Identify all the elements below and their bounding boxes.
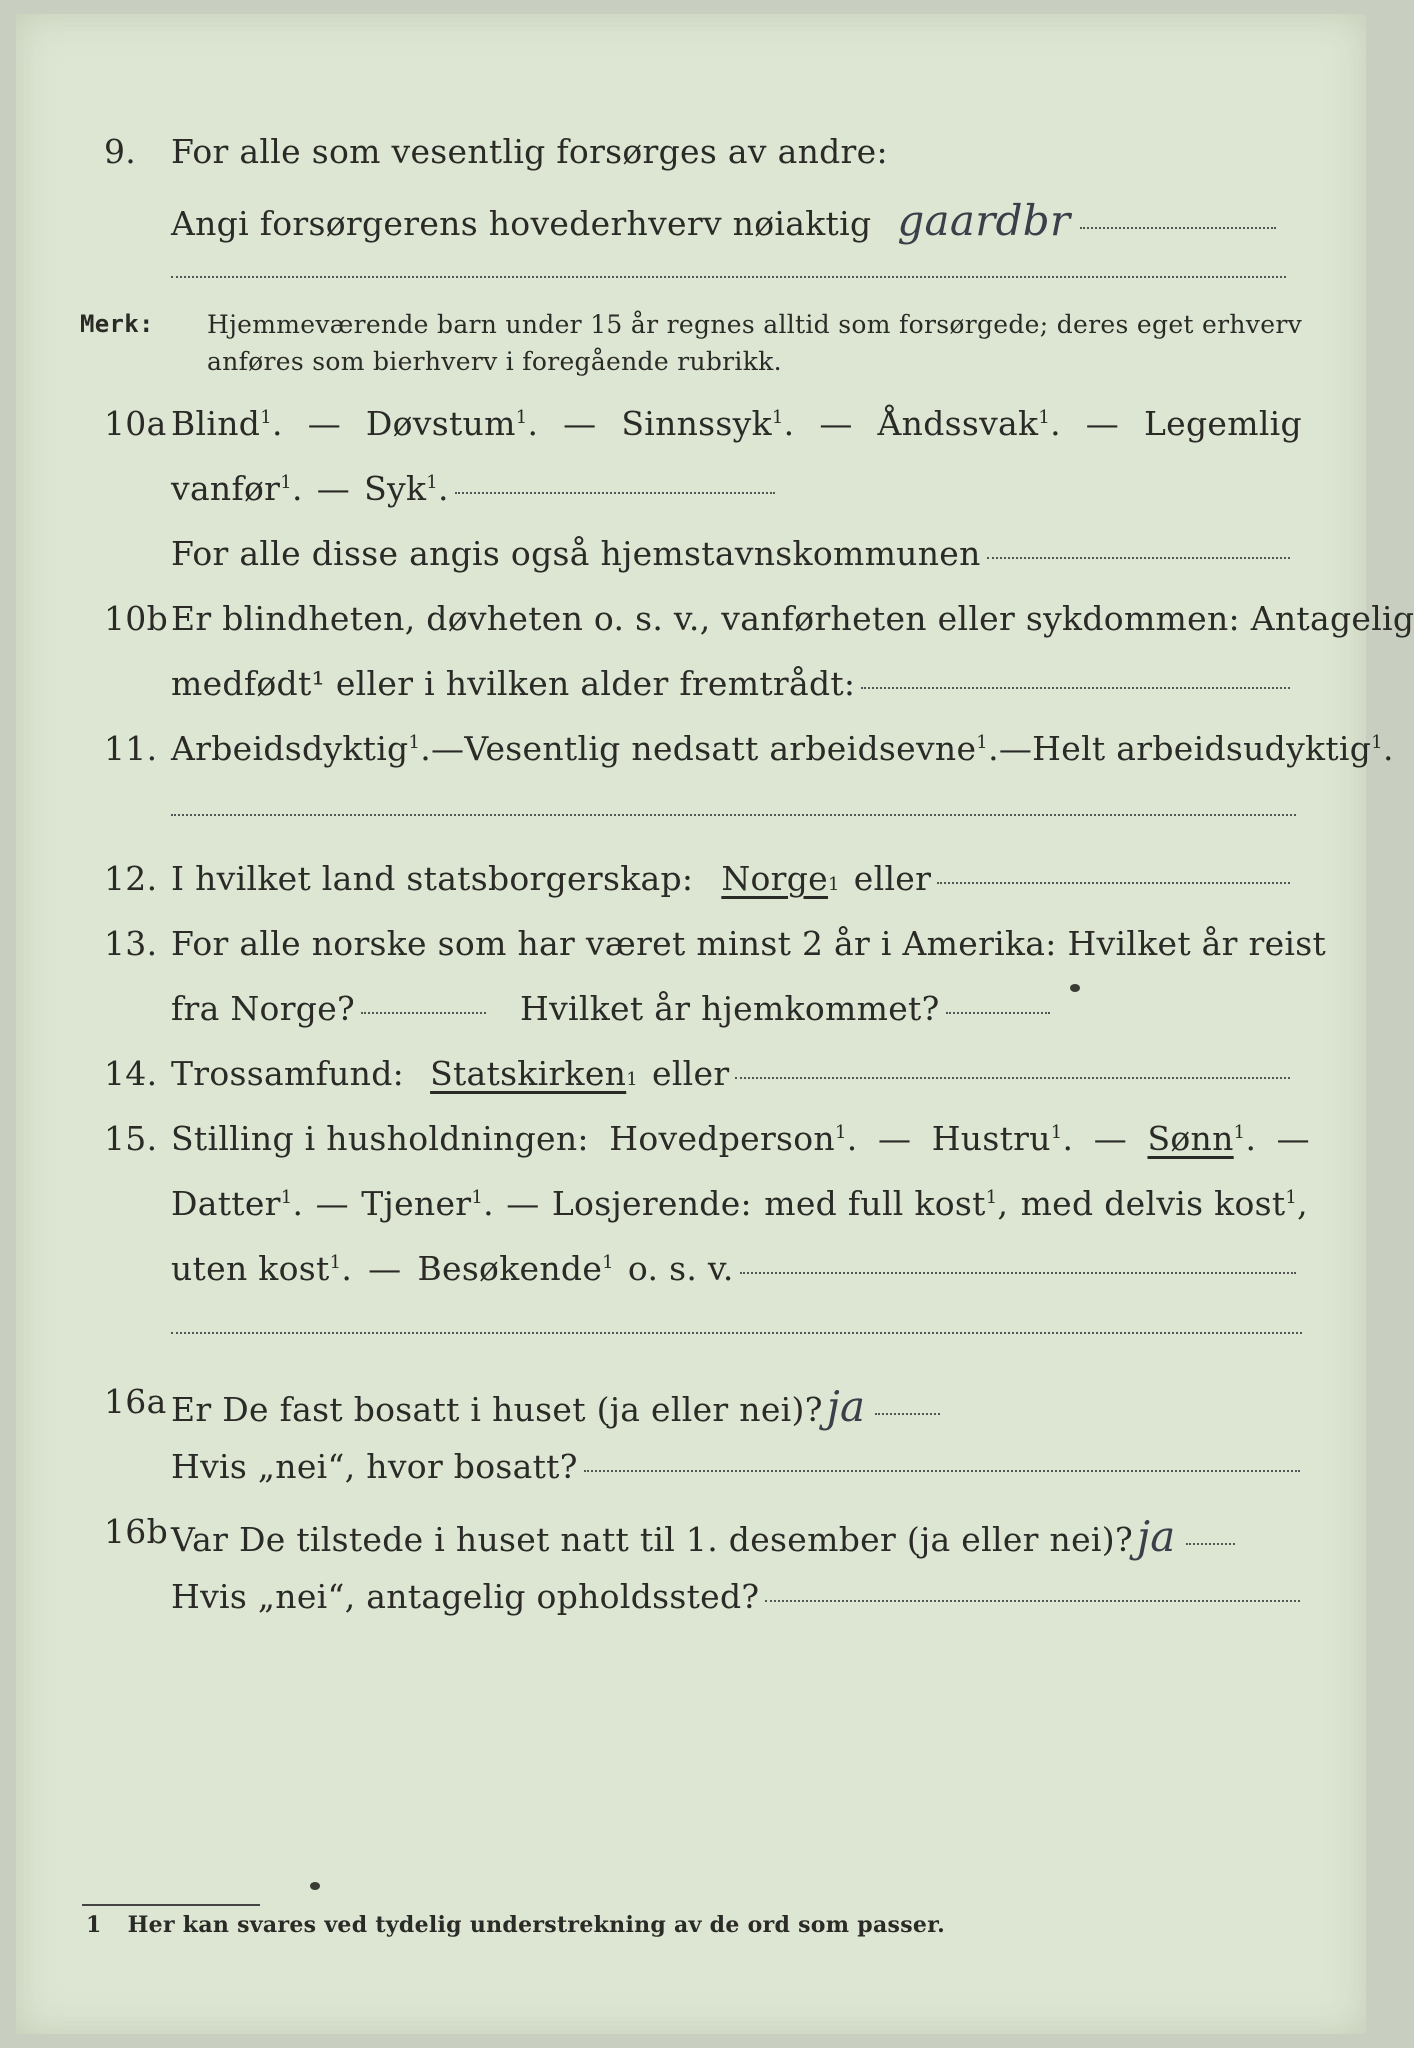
option-udyktig[interactable]: Helt arbeidsudyktig$^1$. xyxy=(1032,729,1394,768)
q16b-opholdssted-line xyxy=(765,1600,1300,1602)
q10b-line-1: Er blindheten, døvheten o. s. v., vanførheten eller sykdommen: Antagelig xyxy=(171,599,1414,638)
q9-line-1: For alle som vesentlig forsørges av andre: xyxy=(171,132,888,171)
option-sinnssyk[interactable]: Sinnssyk$^1$. xyxy=(621,404,795,443)
q12-other-line xyxy=(937,882,1290,884)
q15-other-line xyxy=(740,1272,1296,1274)
q16b-answer[interactable]: ja xyxy=(1136,1512,1176,1561)
q9-number: 9. xyxy=(104,132,137,171)
q11-options: Arbeidsdyktig$^1$. — Vesentlig nedsatt arbeidsevne$^1$. — Helt arbeidsudyktig$^1$. xyxy=(171,729,1394,768)
q13-number: 13. xyxy=(104,924,158,963)
q10b-answer-line xyxy=(861,687,1290,689)
q16b-number: 16b xyxy=(104,1512,169,1551)
hjemstavn-prompt: For alle disse angis også hjemstavnskommunen xyxy=(171,534,981,573)
merk-label: Merk: xyxy=(80,310,154,338)
option-sonn[interactable]: Sønn$^1$. xyxy=(1147,1119,1257,1158)
option-andssvak[interactable]: Åndssvak$^1$. xyxy=(877,404,1061,443)
form-body xyxy=(16,14,1414,2034)
option-arbeidsdyktig[interactable]: Arbeidsdyktig$^1$. xyxy=(171,729,432,768)
q16a-bosatt-line xyxy=(584,1470,1300,1472)
q16a-answer-line xyxy=(875,1413,940,1415)
option-legemlig[interactable]: Legemlig xyxy=(1143,404,1302,443)
q10b-line-2 xyxy=(171,664,1296,703)
q10a-options: Blind$^1$. — Døvstum$^1$. — Sinnssyk$^1$. — Åndssvak$^1$. — Legemlig xyxy=(171,404,1302,443)
q9-blank-line xyxy=(171,276,1286,278)
q10a-number: 10a xyxy=(104,404,167,443)
q13-hjemkommet-prompt: Hvilket år hjemkommet? xyxy=(520,989,940,1028)
q13-hjemkommet-line xyxy=(946,1012,1050,1014)
option-tjener[interactable]: Tjener$^1$. xyxy=(361,1184,494,1223)
q14-line: Trossamfund: Statskirken 1 eller xyxy=(171,1054,1296,1093)
q15-line-2: Datter$^1$. — Tjener$^1$. — Losjerende: med full kost$^1$, med delvis kost$^1$, xyxy=(171,1184,1308,1223)
option-besokende[interactable]: Besøkende$^1$ xyxy=(417,1249,614,1288)
q9-answer-line xyxy=(1080,227,1276,229)
q10b-prompt: medfødt¹ eller i hvilken alder fremtrådt: xyxy=(171,664,856,703)
q15-osv: o. s. v. xyxy=(627,1249,734,1288)
option-statskirken[interactable]: Statskirken xyxy=(430,1054,627,1093)
q11-blank-line xyxy=(171,814,1296,816)
option-uten-kost[interactable]: uten kost$^1$. xyxy=(171,1249,353,1288)
q14-other-line xyxy=(735,1077,1290,1079)
q13-line-2 xyxy=(171,989,1056,1028)
q14-eller: eller xyxy=(651,1054,730,1093)
q14-number: 14. xyxy=(104,1054,158,1093)
q15-blank-line xyxy=(171,1332,1302,1334)
option-delvis-kost[interactable]: med delvis kost$^1$, xyxy=(1020,1184,1308,1223)
footnote-text: Her kan svares ved tydelig understrekning av de ord som passer. xyxy=(127,1912,946,1938)
ink-speck xyxy=(1070,984,1080,992)
option-losjerende: Losjerende: xyxy=(551,1184,752,1223)
q16b-line-1 xyxy=(171,1512,1241,1561)
q15-number: 15. xyxy=(104,1119,158,1158)
q16b-line-2 xyxy=(171,1577,1306,1616)
footnote xyxy=(86,1912,945,1938)
q15-label: Stilling i husholdningen: xyxy=(171,1119,589,1158)
q16a-bosatt-prompt: Hvis „nei“, hvor bosatt? xyxy=(171,1447,578,1486)
q13-reist-prompt: fra Norge? xyxy=(171,989,356,1028)
option-blind[interactable]: Blind$^1$. xyxy=(171,404,283,443)
q14-label: Trossamfund: xyxy=(171,1054,405,1093)
option-hovedperson[interactable]: Hovedperson$^1$. xyxy=(609,1119,858,1158)
q12-number: 12. xyxy=(104,859,158,898)
q10a-line-2: vanfør$^1$. — Syk$^1$. xyxy=(171,469,781,508)
hjemstavn-line xyxy=(987,557,1290,559)
q9-line-2 xyxy=(171,196,1282,245)
q10a-syk-line xyxy=(455,492,775,494)
q16b-prompt: Var De tilstede i huset natt til 1. desember (ja eller nei)? xyxy=(171,1520,1133,1559)
option-syk[interactable]: Syk$^1$. xyxy=(364,469,449,508)
option-datter[interactable]: Datter$^1$. xyxy=(171,1184,304,1223)
q15-line-1: Stilling i husholdningen: Hovedperson$^1$. — Hustru$^1$. — Sønn$^1$. — xyxy=(171,1119,1310,1158)
q13-line-1: For alle norske som har været minst 2 år i Amerika: Hvilket år reist xyxy=(171,924,1327,963)
q16a-line-2 xyxy=(171,1447,1306,1486)
q16a-number: 16a xyxy=(104,1382,167,1421)
option-norge[interactable]: Norge xyxy=(721,859,828,898)
ink-speck xyxy=(310,1882,320,1890)
option-nedsatt[interactable]: Vesentlig nedsatt arbeidsevne$^1$. xyxy=(464,729,999,768)
census-form-page xyxy=(16,14,1414,2034)
q10b-number: 10b xyxy=(104,599,169,638)
q10a-line-3 xyxy=(171,534,1296,573)
option-vanfor[interactable]: vanfør$^1$. xyxy=(171,469,303,508)
q9-prompt: Angi forsørgerens hovederhverv nøiaktig xyxy=(171,204,872,243)
q12-line: I hvilket land statsborgerskap: Norge 1 eller xyxy=(171,859,1296,898)
option-hustru[interactable]: Hustru$^1$. xyxy=(931,1119,1074,1158)
option-full-kost[interactable]: med full kost$^1$, xyxy=(764,1184,1009,1223)
q16b-answer-line xyxy=(1186,1543,1235,1545)
q9-answer[interactable]: gaardbr xyxy=(897,196,1071,245)
merk-text: Hjemmeværende barn under 15 år regnes alltid som forsørgede; deres eget erhverv anføres som bierhverv i foregående rubrikk. xyxy=(207,310,1302,376)
option-dovstum[interactable]: Døvstum$^1$. xyxy=(365,404,539,443)
q12-eller: eller xyxy=(853,859,932,898)
q16a-answer[interactable]: ja xyxy=(826,1382,866,1431)
footnote-rule xyxy=(82,1904,260,1906)
merk-note xyxy=(80,306,1302,386)
q16b-opholdssted-prompt: Hvis „nei“, antagelig opholdssted? xyxy=(171,1577,760,1616)
footnote-mark: 1 xyxy=(86,1912,102,1938)
q12-prompt: I hvilket land statsborgerskap: xyxy=(171,859,694,898)
q15-line-3: uten kost$^1$. — Besøkende$^1$ o. s. v. xyxy=(171,1249,1302,1288)
q16a-line-1 xyxy=(171,1382,946,1431)
q16a-prompt: Er De fast bosatt i huset (ja eller nei)? xyxy=(171,1390,823,1429)
q13-reist-line xyxy=(361,1012,486,1014)
q11-number: 11. xyxy=(104,729,158,768)
